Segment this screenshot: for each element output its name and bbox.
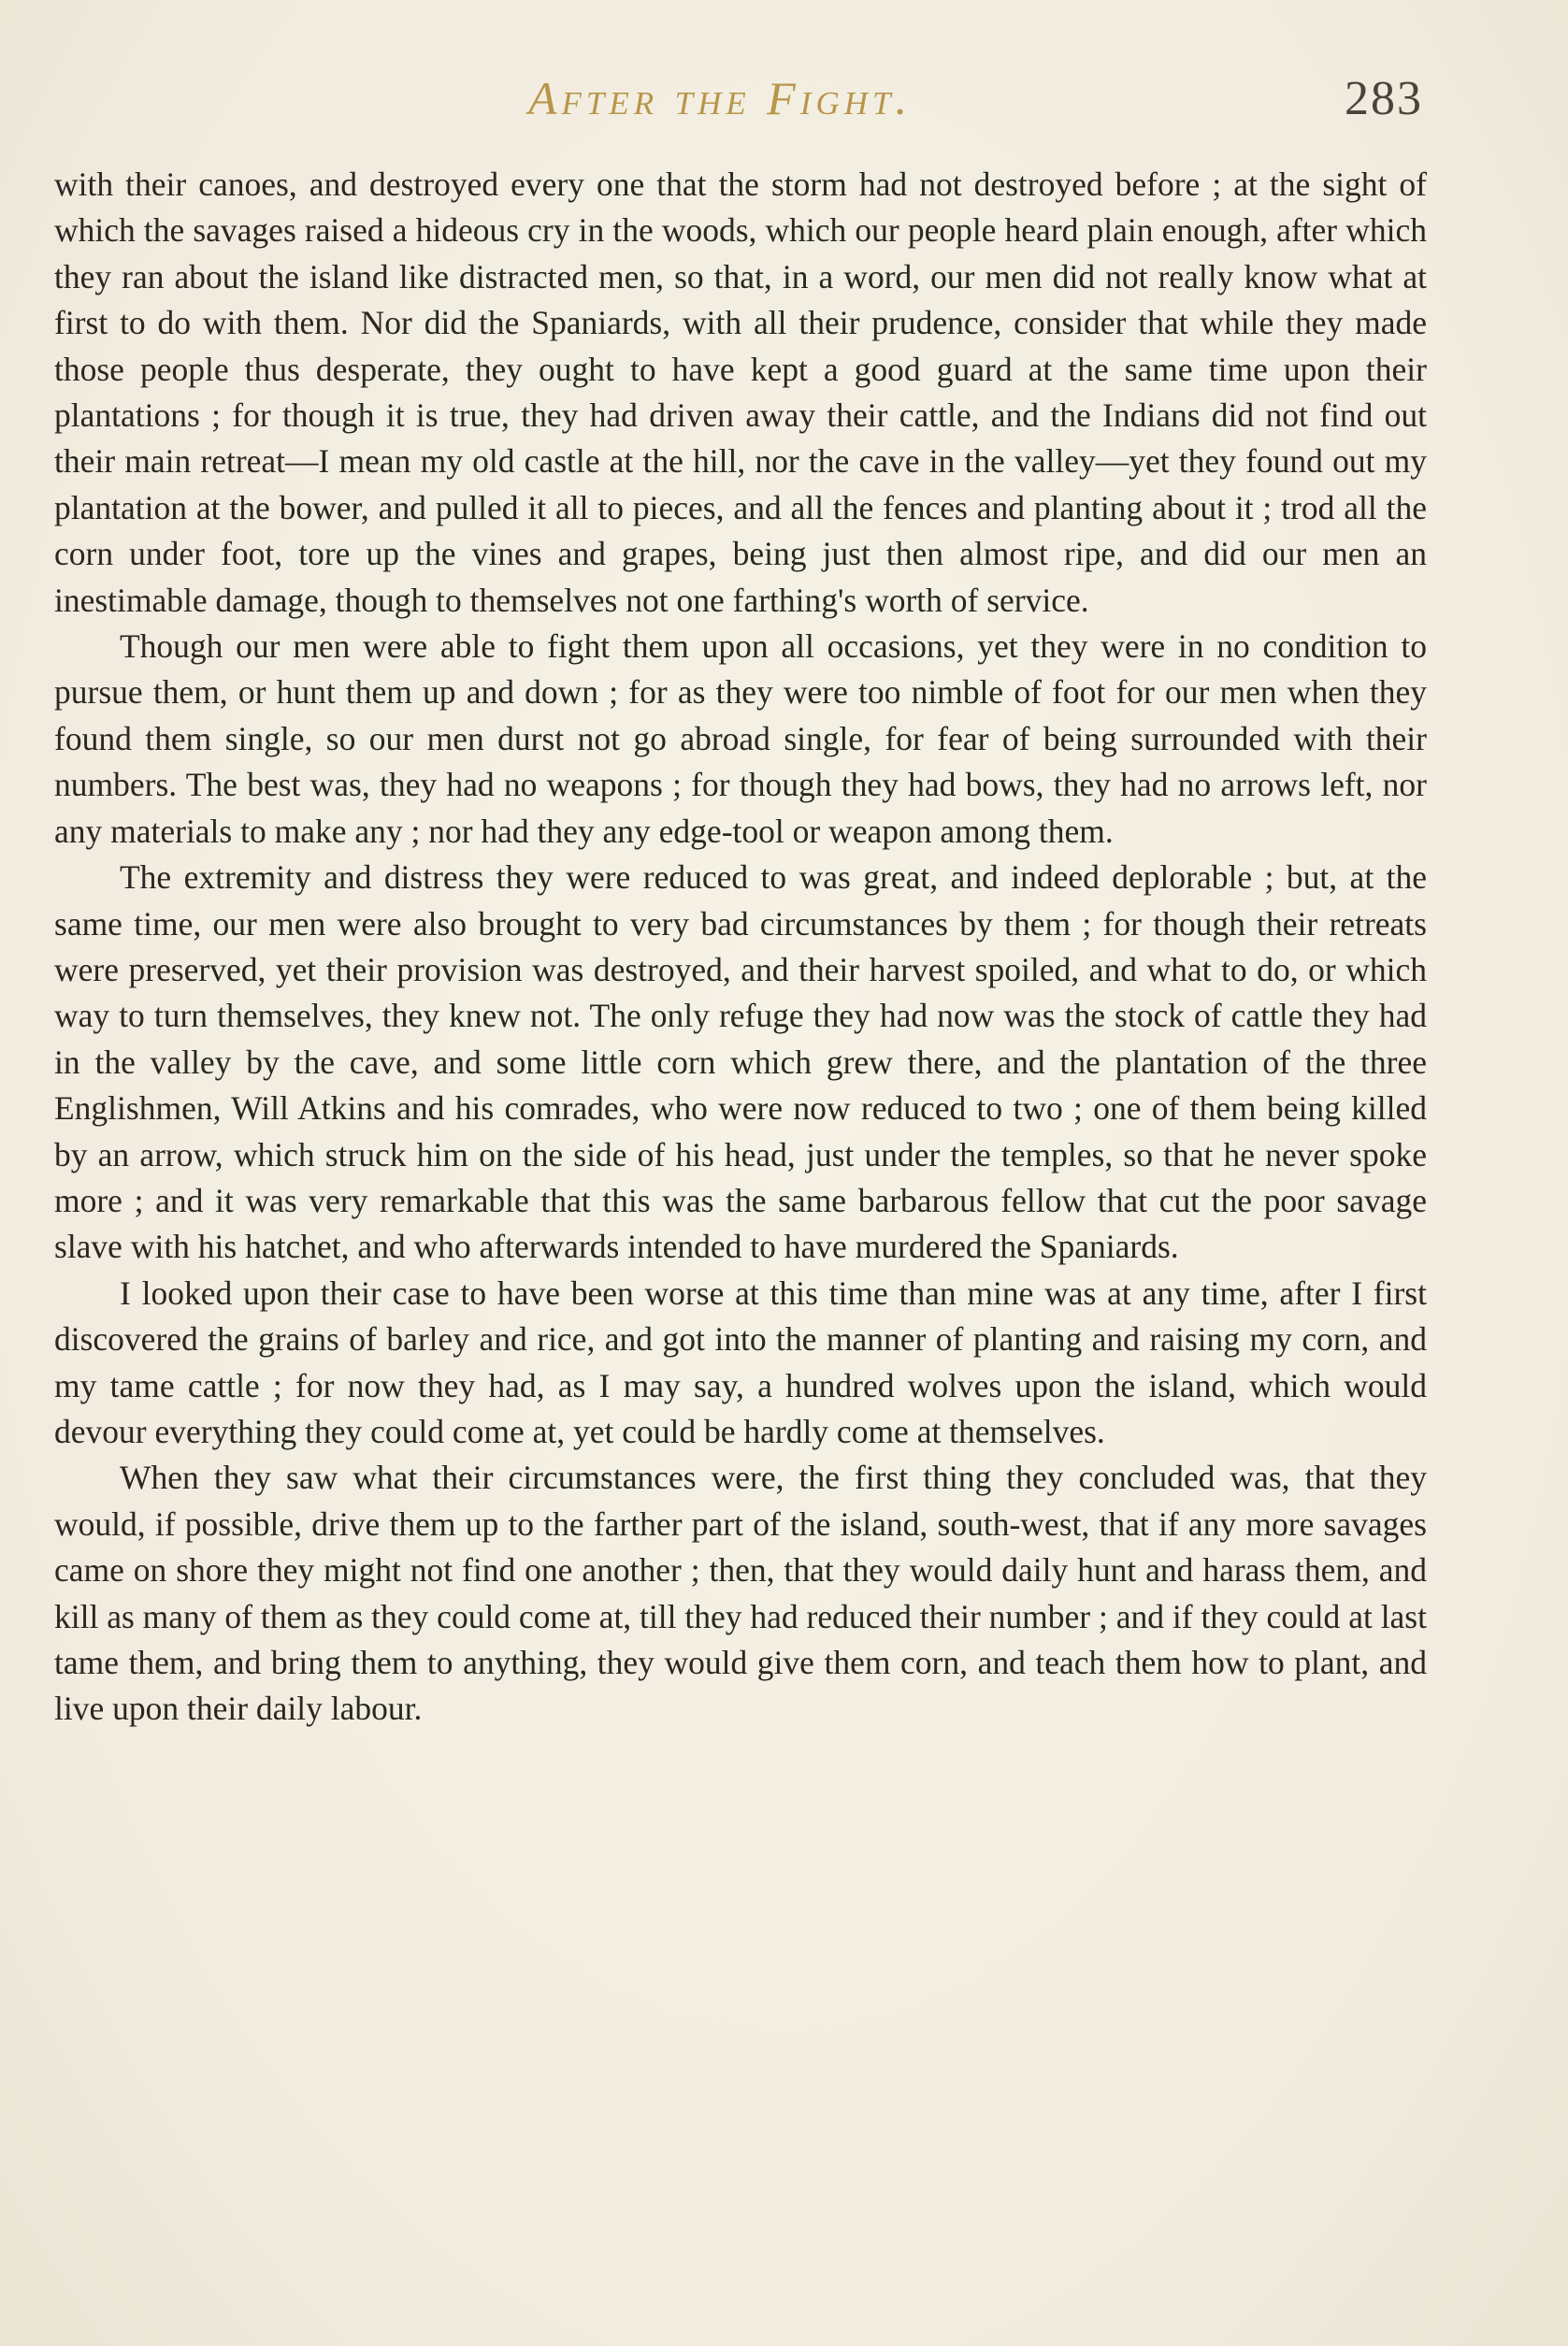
paragraph-5: When they saw what their circumstances were, the first thing they concluded was, that they would, if possible, drive them up to the farther part of the island, south-west, that if any more savages came on shore they might not find one another ; then, that they would daily hunt and harass them, and kill as many of them as they could come at, till they had reduced their number ; and if they could at last tame them, and bring them to anything, they would give them corn, and teach them how to plant, and live upon their daily labour. xyxy=(54,1459,1427,1728)
paragraph-2: Though our men were able to fight them upon all occasions, yet they were in no condition to pursue them, or hunt them up and down ; for as they were too nimble of foot for our men when they found them single, so our men durst not go abroad single, for fear of being surrounded with their numbers. The best was, they had no weapons ; for though they had bows, they had no arrows left, nor any materials to make any ; nor had they any edge-tool or weapon among them. xyxy=(54,627,1427,850)
running-head xyxy=(0,64,1568,129)
paragraph-3: The extremity and distress they were reduced to was great, and indeed deplorable ; but, at the same time, our men were also brought to very bad circumstances by them ; for though their retreats were preserved, yet their provision was destroyed, and their harvest spoiled, and what to do, or which way to turn themselves, they knew not. The only refuge they had now was the stock of cattle they had in the valley by the cave, and some little corn which grew there, and the plantation of the three Englishmen, Will Atkins and his comrades, who were now reduced to two ; one of them being killed by an arrow, which struck him on the side of his head, just under the temples, so that he never spoke more ; and it was very remarkable that this was the same barbarous fellow that cut the poor savage slave with his hatchet, and who afterwards intended to have murdered the Spaniards. xyxy=(54,858,1427,1266)
page-number: 283 xyxy=(1345,72,1423,125)
paragraph-1: with their canoes, and destroyed every one that the storm had not destroyed before ; at the sight of which the savages raised a hideous cry in the woods, which our people heard plain enough, after which they ran about the island like distracted men, so that, in a word, our men did not really know what at first to do with them. Nor did the Spaniards, with all their prudence, consider that while they made those people thus desperate, they ought to have kept a good guard at the same time upon their plantations ; for though it is true, they had driven away their cattle, and the Indians did not find out their main retreat—I mean my old castle at the hill, nor the cave in the valley—yet they found out my plantation at the bower, and pulled it all to pieces, and all the fences and planting about it ; trod all the corn under foot, tore up the vines and grapes, being just then almost ripe, and did our men an inestimable damage, though to themselves not one farthing's worth of service. xyxy=(54,166,1427,619)
chapter-title: After the Fight. xyxy=(528,72,912,124)
body-text xyxy=(54,162,1427,1733)
paragraph-4: I looked upon their case to have been worse at this time than mine was at any time, after I first discovered the grains of barley and rice, and got into the manner of planting and raising my corn, and my tame cattle ; for now they had, as I may say, a hundred wolves upon the island, which would devour everything they could come at, yet could be hardly come at themselves. xyxy=(54,1274,1427,1450)
